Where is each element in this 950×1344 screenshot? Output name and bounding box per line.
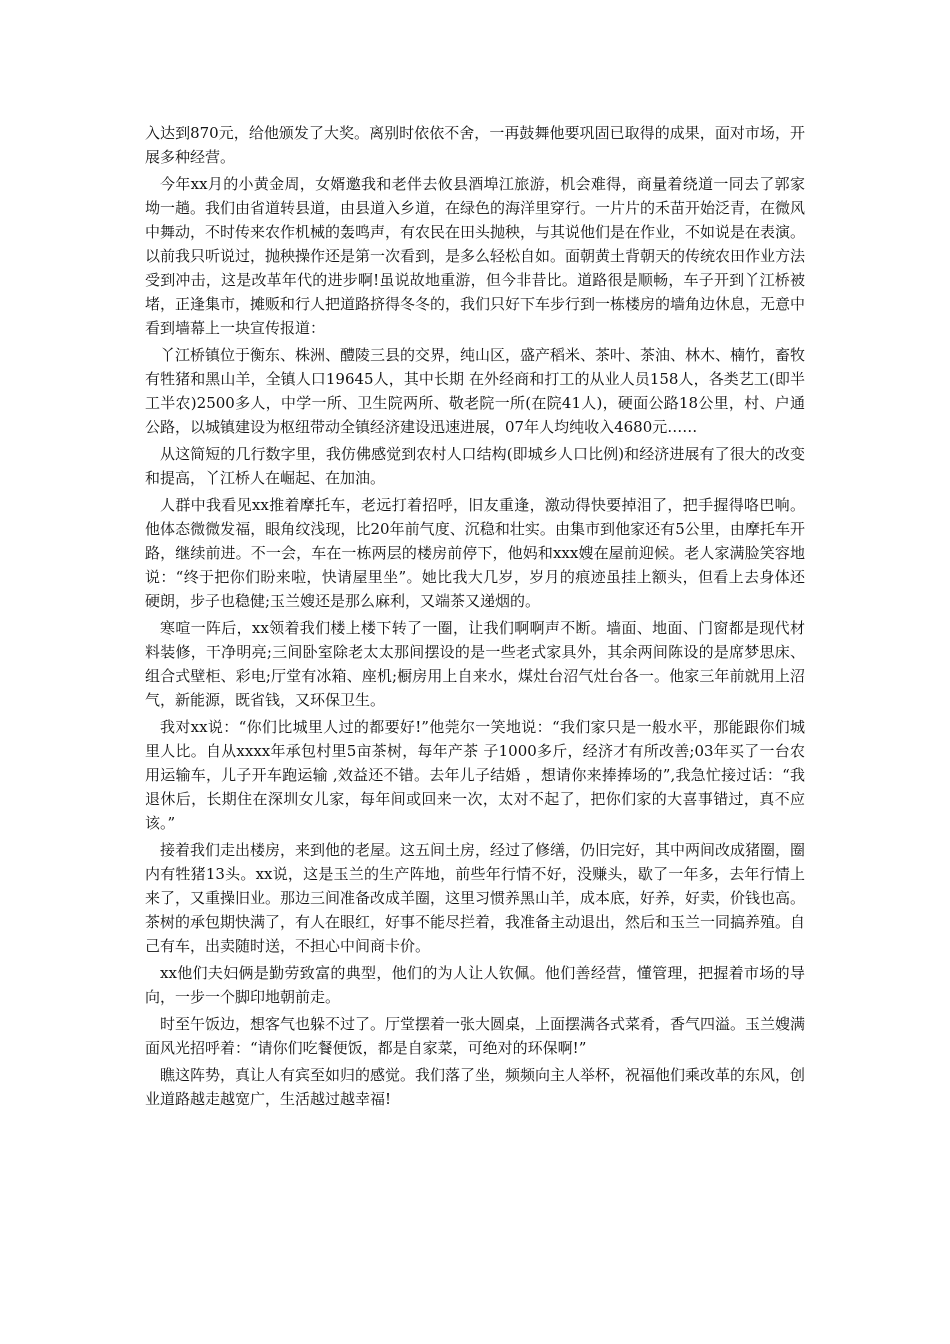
paragraph-4: 从这简短的几行数字里，我仿佛感觉到农村人口结构(即城乡人口比例)和经济进展有了很大的改变和提高，丫江桥人在崛起、在加油。 (145, 445, 805, 487)
paragraph-7: 我对xx说：“你们比城里人过的都要好!”他莞尔一笑地说：“我们家只是一般水平，那能跟你们城里人比。自从xxxx年承包村里5亩茶树，每年产茶 子1000多斤，经济才有所改善;03年买了一台农用运输车，儿子开车跑运输 ,效益还不错。去年儿子结婚 ，想请你来捧捧场的”,我急忙接过话：“我退休后，长期住在深圳女儿家，每年间或回来一次，太对不起了，把你们家的大喜事错过，真不应该。” (145, 718, 805, 832)
paragraph-2: 今年xx月的小黄金周，女婿邀我和老伴去攸县酒埠江旅游，机会难得，商量着绕道一同去了郭家坳一趟。我们由省道转县道，由县道入乡道，在绿色的海洋里穿行。一片片的禾苗开始泛青，在微风中舞动，不时传来农作机械的轰鸣声，有农民在田头抛秧，与其说他们是在作业，不如说是在表演。以前我只听说过，抛秧操作还是第一次看到，是多么轻松自如。面朝黄土背朝天的传统农田作业方法受到冲击，这是改革年代的进步啊!虽说故地重游，但今非昔比。道路很是顺畅，车子开到丫江桥被堵，正逢集市，摊贩和行人把道路挤得冬冬的，我们只好下车步行到一栋楼房的墙角边休息，无意中看到墙幕上一块宣传报道： (145, 175, 806, 337)
paragraph-8: 接着我们走出楼房，来到他的老屋。这五间土房，经过了修缮，仍旧完好，其中两间改成猪圈，圈内有牲猪13头。xx说，这是玉兰的生产阵地，前些年行情不好，没赚头，歇了一年多，去年行情上来了，又重操旧业。那边三间准备改成羊圈，这里习惯养黑山羊，成本底，好养，好卖，价钱也高。茶树的承包期快满了，有人在眼红，好事不能尽拦着，我准备主动退出，然后和玉兰一同搞养殖。自己有车，出卖随时送，不担心中间商卡价。 (145, 841, 806, 955)
paragraph-10: 时至午饭边，想客气也躲不过了。厅堂摆着一张大圆桌，上面摆满各式菜肴，香气四溢。玉兰嫂满面风光招呼着：“请你们吃餐便饭，都是自家菜，可绝对的环保啊!” (145, 1015, 806, 1057)
paragraph-11: 瞧这阵势，真让人有宾至如归的感觉。我们落了坐，频频向主人举杯，祝福他们乘改革的东风，创业道路越走越宽广，生活越过越幸福! (145, 1066, 806, 1108)
paragraph-3: 丫江桥镇位于衡东、株洲、醴陵三县的交界，纯山区，盛产稻米、茶叶、茶油、林木、楠竹，畜牧有牲猪和黑山羊，全镇人口19645人，其中长期 在外经商和打工的从业人员158人，各类艺工(即半工半农)2500多人，中学一所、卫生院两所、敬老院一所(在院41人)，硬面公路18公里，村、户通公路，以城镇建设为枢纽带动全镇经济建设迅速进展，07年人均纯收入4680元…… (145, 346, 806, 436)
paragraph-9: xx他们夫妇俩是勤劳致富的典型，他们的为人让人钦佩。他们善经营，懂管理，把握着市场的导向，一步一个脚印地朝前走。 (145, 964, 805, 1006)
article-body (145, 121, 805, 1114)
paragraph-1: 入达到870元，给他颁发了大奖。离别时依依不舍，一再鼓舞他要巩固已取得的成果，面对市场，开展多种经营。 (145, 124, 805, 166)
paragraph-6: 寒喧一阵后，xx领着我们楼上楼下转了一圈，让我们啊啊声不断。墙面、地面、门窗都是现代材料装修，干净明亮;三间卧室除老太太那间摆设的是一些老式家具外，其余两间陈设的是席梦思床、组合式壁柜、彩电;厅堂有冰箱、座机;橱房用上自来水，煤灶台沼气灶台各一。他家三年前就用上沼气，新能源，既省钱，又环保卫生。 (145, 619, 805, 709)
paragraph-5: 人群中我看见xx推着摩托车，老远打着招呼，旧友重逢，激动得快要掉泪了，把手握得咯巴响。他体态微微发福，眼角纹浅现，比20年前气度、沉稳和壮实。由集市到他家还有5公里，由摩托车开路，继续前进。不一会，车在一栋两层的楼房前停下，他妈和xxx嫂在屋前迎候。老人家满脸笑容地说：“终于把你们盼来啦，快请屋里坐”。她比我大几岁，岁月的痕迹虽挂上额头，但看上去身体还硬朗，步子也稳健;玉兰嫂还是那么麻利，又端茶又递烟的。 (145, 496, 805, 610)
